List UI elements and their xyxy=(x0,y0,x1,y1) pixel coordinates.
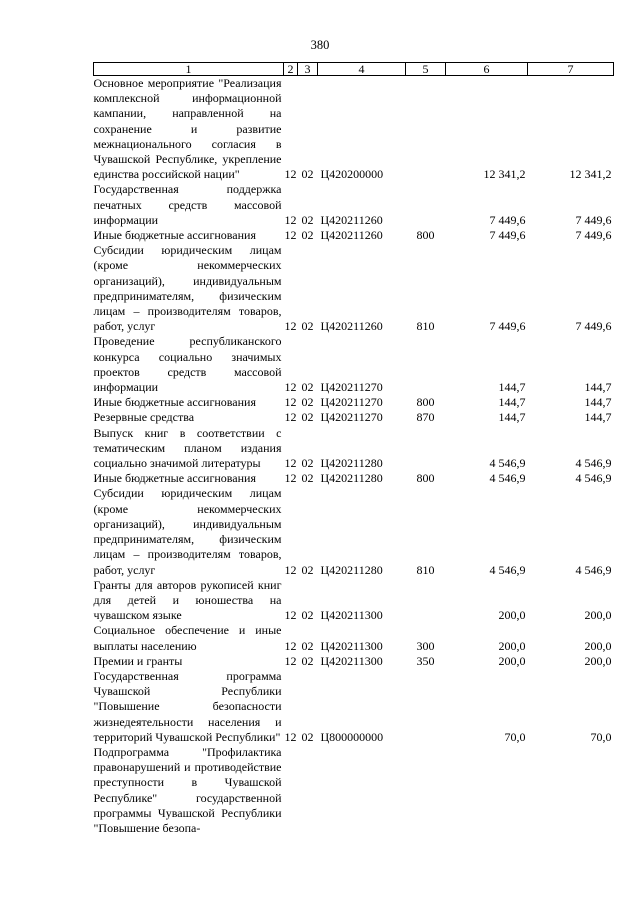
row-amount-a: 144,7 xyxy=(498,410,526,425)
row-amount-b: 144,7 xyxy=(584,395,612,410)
row-section: 12 xyxy=(284,456,297,471)
row-section: 12 xyxy=(284,653,297,668)
row-amount-b: 12 341,2 xyxy=(569,167,612,182)
row-target-code: Ц420211260 xyxy=(320,212,383,227)
row-amount-a: 144,7 xyxy=(498,395,526,410)
table-row xyxy=(94,410,614,425)
row-subsection: 02 xyxy=(301,395,314,410)
table-row xyxy=(94,395,614,410)
row-target-code: Ц420211300 xyxy=(320,608,383,623)
row-amount-b: 7 449,6 xyxy=(575,212,612,227)
header-cell: 1 xyxy=(94,63,284,76)
row-subsection: 02 xyxy=(301,729,314,744)
row-target-code: Ц420211300 xyxy=(320,638,383,653)
row-name: Социальное обеспечение и иные выплаты населению xyxy=(93,623,282,653)
row-expense-type xyxy=(406,745,446,836)
row-name: Проведение республиканского конкурса социально значимых проектов средств массовой информации xyxy=(93,334,282,395)
row-amount-b xyxy=(528,745,614,836)
row-expense-type xyxy=(406,76,446,183)
row-subsection: 02 xyxy=(301,319,314,334)
row-section: 12 xyxy=(284,212,297,227)
row-amount-b: 200,0 xyxy=(584,653,612,668)
row-amount-a: 4 546,9 xyxy=(489,471,526,486)
row-amount-a: 7 449,6 xyxy=(489,212,526,227)
row-expense-type xyxy=(406,669,446,745)
row-subsection: 02 xyxy=(301,410,314,425)
row-amount-a: 200,0 xyxy=(498,608,526,623)
table-row xyxy=(94,228,614,243)
header-cell: 6 xyxy=(446,63,528,76)
header-cell: 2 xyxy=(284,63,298,76)
row-section: 12 xyxy=(284,319,297,334)
row-name: Премии и гранты xyxy=(93,653,183,668)
row-target-code: Ц420211270 xyxy=(320,395,383,410)
header-cell: 4 xyxy=(318,63,406,76)
row-amount-a: 12 341,2 xyxy=(483,167,526,182)
row-name: Подпрограмма "Профилактика правонарушений и противодействие преступности в Чувашской Республике" государственной программы Чувашской Республики "Повышение безопа- xyxy=(93,744,282,835)
row-target-code: Ц420211280 xyxy=(320,562,383,577)
row-expense-type xyxy=(406,182,446,228)
row-amount-a: 7 449,6 xyxy=(489,228,526,243)
row-subsection: 02 xyxy=(301,212,314,227)
table-row xyxy=(94,623,614,653)
row-expense-type: 870 xyxy=(416,410,435,425)
row-target-code: Ц420211280 xyxy=(320,471,383,486)
row-amount-b: 144,7 xyxy=(584,380,612,395)
row-name: Государственная программа Чувашской Республики "Повышение безопасности жизнедеятельности населения и территорий Чувашской Республики" xyxy=(93,668,282,744)
row-target-code: Ц420211300 xyxy=(320,653,383,668)
row-name: Резервные средства xyxy=(93,410,195,425)
row-amount-b: 4 546,9 xyxy=(575,562,612,577)
row-subsection: 02 xyxy=(301,456,314,471)
row-section: 12 xyxy=(284,471,297,486)
row-target-code: Ц420211260 xyxy=(320,319,383,334)
row-amount-b: 4 546,9 xyxy=(575,471,612,486)
row-amount-a: 200,0 xyxy=(498,638,526,653)
row-section: 12 xyxy=(284,228,297,243)
row-section: 12 xyxy=(284,608,297,623)
row-subsection: 02 xyxy=(301,562,314,577)
row-expense-type: 800 xyxy=(416,395,435,410)
row-amount-a: 70,0 xyxy=(504,729,526,744)
row-name: Иные бюджетные ассигнования xyxy=(93,228,256,243)
row-section: 12 xyxy=(284,395,297,410)
row-name: Гранты для авторов рукописей книг для детей и юношества на чувашском языке xyxy=(93,577,282,623)
row-amount-b: 200,0 xyxy=(584,638,612,653)
table-body xyxy=(94,76,614,837)
table-row xyxy=(94,486,614,577)
table-row xyxy=(94,243,614,334)
table-row xyxy=(94,654,614,669)
row-subsection: 02 xyxy=(301,228,314,243)
row-amount-a xyxy=(446,745,528,836)
row-target-code: Ц420211280 xyxy=(320,456,383,471)
header-cell: 3 xyxy=(298,63,318,76)
table-row xyxy=(94,182,614,228)
row-name: Иные бюджетные ассигнования xyxy=(93,471,256,486)
header-cell: 7 xyxy=(528,63,614,76)
row-section: 12 xyxy=(284,380,297,395)
table-row xyxy=(94,426,614,472)
row-amount-b: 200,0 xyxy=(584,608,612,623)
row-name: Государственная поддержка печатных средств массовой информации xyxy=(93,182,282,227)
row-expense-type: 810 xyxy=(416,562,435,577)
row-amount-b: 7 449,6 xyxy=(575,228,612,243)
header-cell: 5 xyxy=(406,63,446,76)
row-expense-type xyxy=(406,426,446,472)
row-section: 12 xyxy=(284,562,297,577)
row-subsection: 02 xyxy=(301,653,314,668)
row-expense-type: 350 xyxy=(416,653,435,668)
row-expense-type: 810 xyxy=(416,319,435,334)
row-target-code: Ц420211270 xyxy=(320,380,383,395)
row-expense-type xyxy=(406,334,446,395)
row-target-code: Ц420200000 xyxy=(320,167,384,182)
row-section: 12 xyxy=(284,410,297,425)
row-section: 12 xyxy=(284,638,297,653)
row-amount-a: 7 449,6 xyxy=(489,319,526,334)
row-name: Основное мероприятие "Реализация комплексной информационной кампании, направленной на сохранение и развитие межнационального согласия в Чувашской Республике, укрепление единства российской нации" xyxy=(93,76,282,182)
row-amount-b: 144,7 xyxy=(584,410,612,425)
row-amount-b: 7 449,6 xyxy=(575,319,612,334)
row-subsection: 02 xyxy=(301,380,314,395)
table-row xyxy=(94,578,614,624)
row-amount-b: 70,0 xyxy=(590,729,612,744)
row-name: Субсидии юридическим лицам (кроме некоммерческих организаций), индивидуальным предпринимателям, физическим лицам – производителям товаров, работ, услуг xyxy=(93,243,282,334)
table-row xyxy=(94,669,614,745)
row-subsection: 02 xyxy=(301,608,314,623)
row-expense-type: 800 xyxy=(416,471,435,486)
row-expense-type: 800 xyxy=(416,228,435,243)
row-target-code xyxy=(318,745,406,836)
row-name: Иные бюджетные ассигнования xyxy=(93,395,256,410)
row-subsection: 02 xyxy=(301,638,314,653)
row-name: Выпуск книг в соответствии с тематическим планом издания социально значимой литературы xyxy=(93,425,282,471)
table-row xyxy=(94,745,614,836)
table-header-row xyxy=(94,63,614,76)
table-row xyxy=(94,76,614,183)
row-expense-type: 300 xyxy=(416,638,435,653)
row-target-code: Ц420211270 xyxy=(320,410,383,425)
budget-table xyxy=(93,62,614,836)
row-section xyxy=(284,745,298,836)
row-target-code: Ц420211260 xyxy=(320,228,383,243)
table-row xyxy=(94,471,614,486)
row-amount-a: 4 546,9 xyxy=(489,456,526,471)
page-number: 380 xyxy=(310,38,330,52)
row-section: 12 xyxy=(284,167,297,182)
row-expense-type xyxy=(406,578,446,624)
row-amount-a: 200,0 xyxy=(498,653,526,668)
row-section: 12 xyxy=(284,729,297,744)
row-subsection xyxy=(298,745,318,836)
row-amount-a: 4 546,9 xyxy=(489,562,526,577)
row-target-code: Ц800000000 xyxy=(320,729,384,744)
row-amount-a: 144,7 xyxy=(498,380,526,395)
row-subsection: 02 xyxy=(301,471,314,486)
row-amount-b: 4 546,9 xyxy=(575,456,612,471)
row-subsection: 02 xyxy=(301,167,314,182)
table-row xyxy=(94,334,614,395)
row-name: Субсидии юридическим лицам (кроме некоммерческих организаций), индивидуальным предпринимателям, физическим лицам – производителям товаров, работ, услуг xyxy=(93,486,282,577)
